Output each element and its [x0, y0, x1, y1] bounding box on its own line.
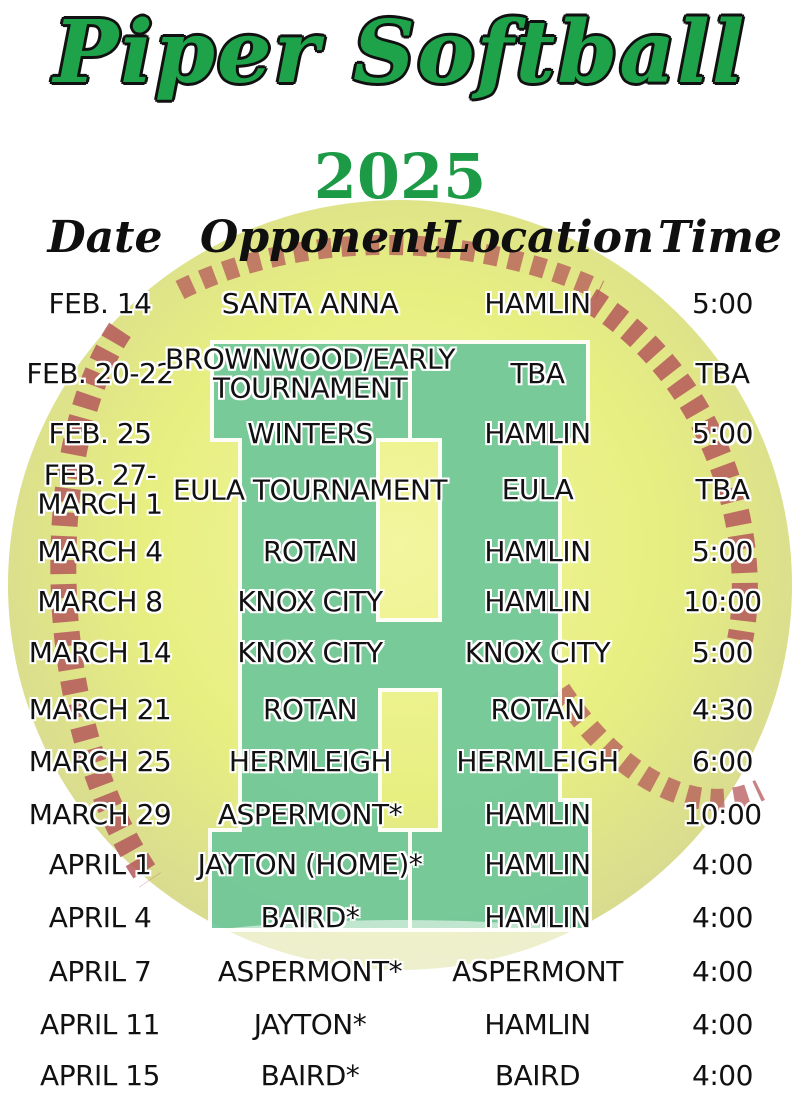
- game-opponent: JAYTON (HOME)*: [197, 848, 423, 881]
- header-opponent: Opponent: [200, 212, 442, 263]
- game-opponent: SANTA ANNA: [221, 287, 399, 320]
- game-location: HAMLIN: [484, 287, 591, 320]
- game-time: TBA: [695, 357, 750, 390]
- game-date: APRIL 11: [40, 1008, 160, 1041]
- game-time: 5:00: [692, 287, 753, 320]
- game-date: MARCH 14: [28, 636, 172, 669]
- game-date: MARCH 4: [37, 535, 163, 568]
- game-location: HAMLIN: [484, 417, 591, 450]
- game-time: 4:00: [692, 901, 753, 934]
- game-opponent: BROWNWOOD/EARLY TOURNAMENT: [165, 342, 455, 405]
- game-opponent: ASPERMONT*: [217, 955, 403, 988]
- game-date: MARCH 8: [37, 585, 163, 618]
- game-time: 4:00: [692, 1008, 753, 1041]
- game-location: HERMLEIGH: [456, 745, 619, 778]
- game-opponent: ROTAN: [262, 693, 358, 726]
- game-location: HAMLIN: [484, 585, 591, 618]
- game-time: 10:00: [683, 798, 762, 831]
- game-time: 4:30: [692, 693, 753, 726]
- game-opponent: BAIRD*: [260, 1059, 360, 1092]
- game-time: 4:00: [692, 1059, 753, 1092]
- game-date: APRIL 1: [48, 848, 152, 881]
- game-location: TBA: [510, 357, 565, 390]
- game-time: 6:00: [692, 745, 753, 778]
- game-date: MARCH 21: [28, 693, 172, 726]
- game-date: MARCH 25: [28, 745, 172, 778]
- game-date: APRIL 4: [48, 901, 152, 934]
- game-date: FEB. 25: [48, 417, 152, 450]
- game-opponent: KNOX CITY: [237, 585, 383, 618]
- game-opponent: BAIRD*: [260, 901, 360, 934]
- header-location: Location: [440, 212, 654, 263]
- game-location: HAMLIN: [484, 848, 591, 881]
- game-opponent: HERMLEIGH: [228, 745, 392, 778]
- game-time: TBA: [695, 473, 750, 506]
- game-date: APRIL 15: [40, 1059, 160, 1092]
- game-time: 4:00: [692, 848, 753, 881]
- game-time: 10:00: [683, 585, 762, 618]
- game-date: FEB. 14: [48, 287, 152, 320]
- game-opponent: EULA TOURNAMENT: [172, 473, 448, 507]
- header-date: Date: [47, 212, 163, 263]
- game-opponent: KNOX CITY: [237, 636, 383, 669]
- game-time: 5:00: [692, 417, 753, 450]
- game-date: APRIL 7: [48, 955, 152, 988]
- game-location: ROTAN: [490, 693, 585, 726]
- game-time: 5:00: [692, 636, 753, 669]
- game-time: 5:00: [692, 535, 753, 568]
- game-time: 4:00: [692, 955, 753, 988]
- game-date: FEB. 20-22: [26, 357, 174, 390]
- game-location: EULA: [501, 473, 574, 506]
- game-opponent: ASPERMONT*: [217, 798, 403, 831]
- season-year: 2025: [313, 140, 487, 213]
- game-location: HAMLIN: [484, 798, 591, 831]
- game-opponent: JAYTON*: [253, 1008, 367, 1041]
- game-date: FEB. 27- MARCH 1: [37, 458, 163, 521]
- game-location: HAMLIN: [484, 535, 591, 568]
- game-opponent: ROTAN: [262, 535, 358, 568]
- game-opponent: WINTERS: [247, 417, 373, 450]
- header-time: Time: [657, 212, 782, 263]
- game-date: MARCH 29: [28, 798, 172, 831]
- game-location: KNOX CITY: [464, 636, 611, 669]
- game-location: HAMLIN: [484, 901, 591, 934]
- game-location: BAIRD: [494, 1059, 581, 1092]
- game-location: ASPERMONT: [452, 955, 623, 988]
- poster-title: Piper Softball: [53, 2, 747, 103]
- game-location: HAMLIN: [484, 1008, 591, 1041]
